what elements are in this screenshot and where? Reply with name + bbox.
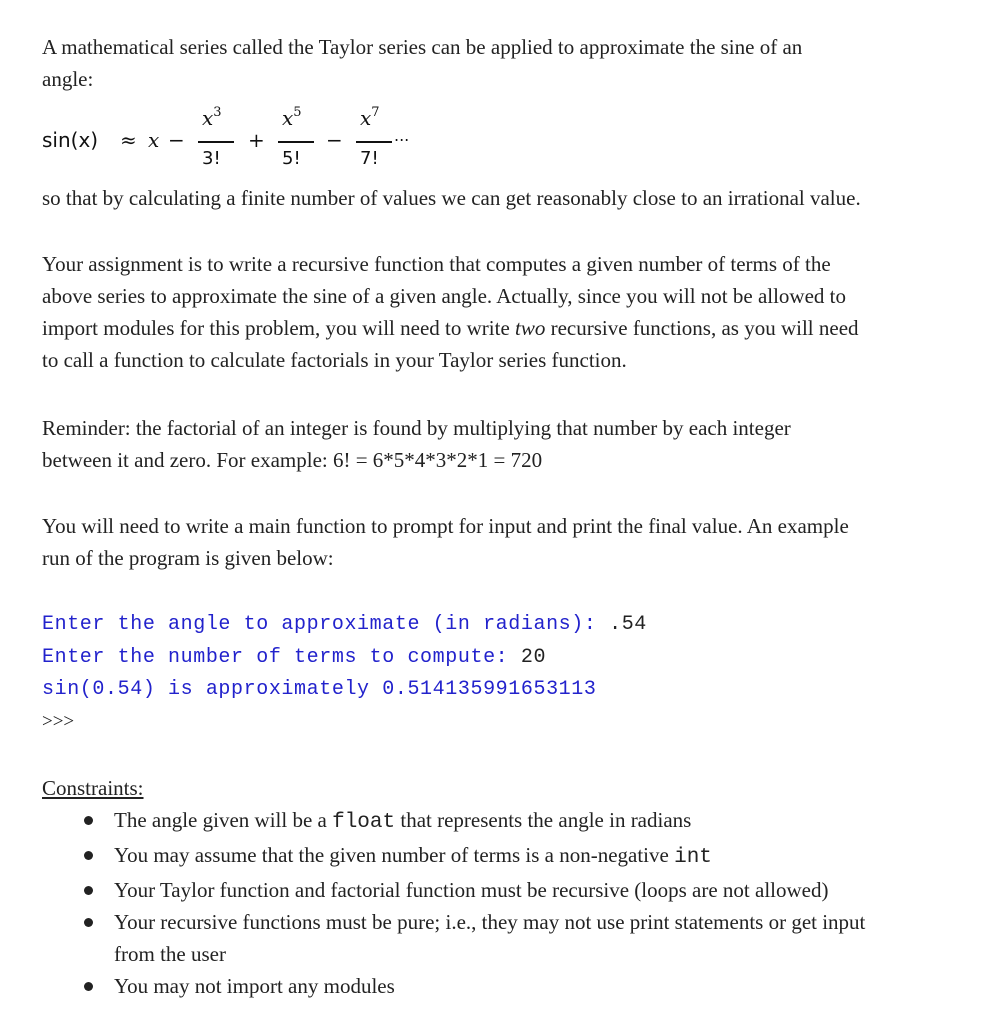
formula-x: x <box>148 128 160 152</box>
example-run-line-1: Enter the angle to approximate (in radians): .54 <box>42 613 647 636</box>
user-input-terms: 20 <box>520 646 547 669</box>
bullet-icon <box>84 816 93 825</box>
list-item: The angle given will be a float that represents the angle in radians <box>42 804 982 839</box>
term1-numerator: $x^3$ <box>202 105 222 130</box>
term2-denominator: 5! <box>282 148 301 169</box>
main-function-paragraph: You will need to write a main function to prompt for input and print the final value. An example run of the program is given below: <box>42 514 849 570</box>
shell-prompt: >>> <box>42 711 75 732</box>
list-item: Your recursive functions must be pure; i.e., they may not use print statements or get input from the user <box>42 906 982 970</box>
reminder-paragraph: Reminder: the factorial of an integer is found by multiplying that number by each integer between it and zero. For example: 6! = 6*5*4*3*2*1 = 720 <box>42 416 791 472</box>
constraints-list <box>42 804 982 1002</box>
bullet-icon <box>84 918 93 927</box>
example-run-line-2: Enter the number of terms to compute: 20 <box>42 646 547 669</box>
bullet-icon <box>84 851 93 860</box>
intro-line-2: angle: <box>42 67 94 91</box>
assignment-paragraph: Your assignment is to write a recursive function that computes a given number of terms of the above series to approximate the sine of a given angle. Actually, since you will not be allowed to import modules for this problem, you will need to write two recursive functions, as you will need to call a function to calculate factorials in your Taylor series function. <box>42 252 859 372</box>
intro-line-1: A mathematical series called the Taylor series can be applied to approximate the sine of an <box>42 35 803 59</box>
taylor-formula <box>42 102 502 180</box>
term1-fraction-bar <box>198 141 234 143</box>
term3-numerator: $x^7$ <box>360 105 380 130</box>
bullet-icon <box>84 886 93 895</box>
formula-lhs: sin(x) <box>42 128 99 152</box>
formula-plus: + <box>248 128 265 152</box>
after-formula-text: so that by calculating a finite number of values we can get reasonably close to an irrational value. <box>42 186 861 210</box>
formula-ellipsis: ... <box>394 126 410 145</box>
term1-denominator: 3! <box>202 148 221 169</box>
intro-paragraph <box>42 31 982 95</box>
term3-fraction-bar <box>356 141 392 143</box>
formula-minus-1: − <box>168 128 185 152</box>
term2-numerator: $x^5$ <box>282 105 302 130</box>
list-item: You may assume that the given number of terms is a non-negative int <box>42 839 982 874</box>
formula-minus-2: − <box>326 128 343 152</box>
bullet-icon <box>84 982 93 991</box>
formula-approx: ≈ <box>120 128 137 152</box>
term3-denominator: 7! <box>360 148 379 169</box>
emphasis-two: two <box>515 316 546 340</box>
list-item: Your Taylor function and factorial function must be recursive (loops are not allowed) <box>42 874 982 906</box>
term2-fraction-bar <box>278 141 314 143</box>
example-run-output: sin(0.54) is approximately 0.514135991653113 <box>42 678 597 701</box>
list-item: You may not import any modules <box>42 970 982 1002</box>
constraints-heading: Constraints: <box>42 776 144 800</box>
user-input-angle: .54 <box>609 613 647 636</box>
